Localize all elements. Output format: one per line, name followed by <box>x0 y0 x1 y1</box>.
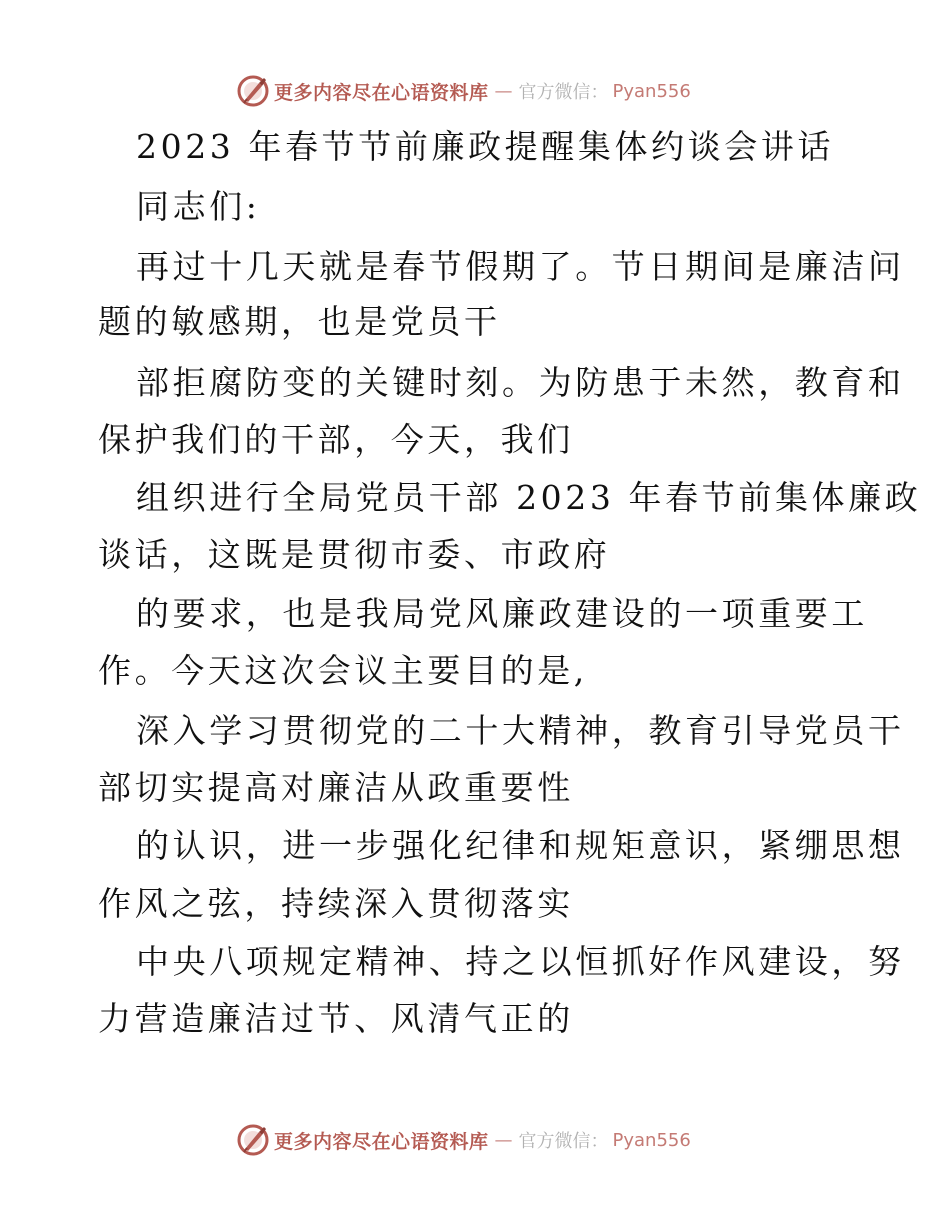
watermark-wechat-label: 官方微信： <box>518 1131 609 1152</box>
watermark-brand-text: 更多内容尽在心语资料库 <box>274 1130 489 1153</box>
paragraph-line: 再过十几天就是春节假期了。节日期间是廉洁问 <box>136 247 905 286</box>
watermark-wechat-id: Pyan556 <box>612 1129 691 1151</box>
paragraph-line: 保护我们的干部，今天，我们 <box>98 420 574 459</box>
watermark-separator: — <box>494 1129 513 1151</box>
paragraph-line: 作风之弦，持续深入贯彻落实 <box>98 884 574 923</box>
salutation: 同志们: <box>136 187 261 226</box>
paragraph-line: 组织进行全局党员干部 2023 年春节前集体廉政 <box>136 478 922 517</box>
watermark-brand-text: 更多内容尽在心语资料库 <box>274 81 489 104</box>
quill-pen-seal-icon <box>236 1123 270 1157</box>
document-title: 2023 年春节节前廉政提醒集体约谈会讲话 <box>136 127 835 166</box>
footer-watermark <box>236 1123 691 1157</box>
paragraph-line: 谈话，这既是贯彻市委、市政府 <box>98 535 611 574</box>
paragraph-line: 题的敏感期，也是党员干 <box>98 302 501 341</box>
paragraph-line: 的认识，进一步强化纪律和规矩意识，紧绷思想 <box>136 826 905 865</box>
paragraph-line: 深入学习贯彻党的二十大精神，教育引导党员干 <box>136 711 905 750</box>
paragraph-line: 的要求，也是我局党风廉政建设的一项重要工 <box>136 594 868 633</box>
paragraph-line: 作。今天这次会议主要目的是, <box>98 651 588 690</box>
header-watermark <box>236 74 691 108</box>
paragraph-line: 力营造廉洁过节、风清气正的 <box>98 999 574 1038</box>
watermark-wechat-id: Pyan556 <box>612 80 691 102</box>
quill-pen-seal-icon <box>236 74 270 108</box>
paragraph-line: 部拒腐防变的关键时刻。为防患于未然，教育和 <box>136 363 905 402</box>
paragraph-line: 部切实提高对廉洁从政重要性 <box>98 768 574 807</box>
watermark-wechat-label: 官方微信： <box>518 82 609 103</box>
paragraph-line: 中央八项规定精神、持之以恒抓好作风建设，努 <box>136 942 905 981</box>
watermark-separator: — <box>494 80 513 102</box>
